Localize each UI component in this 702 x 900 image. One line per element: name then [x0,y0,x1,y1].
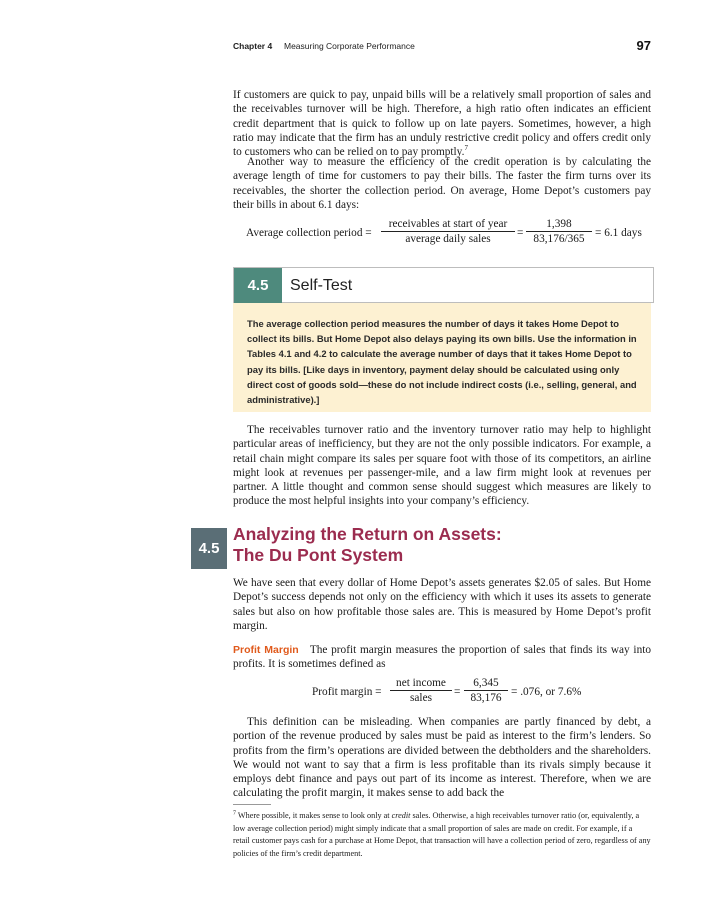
section-title-line: The Du Pont System [233,545,404,565]
self-test-number: 4.5 [247,277,269,294]
self-test-body [233,303,651,412]
footnote-ref: 7 [464,144,468,153]
formula-lhs: Profit margin = [312,686,382,698]
fraction-denominator: 83,176 [470,692,502,704]
footnote-text: sales. Otherwise, a high receivables turnover ratio (or, equivalently, a low average collection period) might simply indicate that a small proportion of sales are made on credit. For example, if a retail customer pays cash for a purchase at Home Depot, that transaction will have a collection period of zero, regardless of any policies of the firm’s credit department. [233,811,651,858]
self-test-text: The average collection period measures the number of days it takes Home Depot to collect its bills. But Home Depot also delays paying its own bills. Use the information in Tables 4.1 and 4.2 to calculate the average number of days that it takes Home Depot to pay its bills. [Like days in inventory, payment delay should be calculated using only direct cost of goods sold—these do not include indirect costs (i.e., selling, general, and administrative).] [247,318,637,406]
paragraph-text: If customers are quick to pay, unpaid bills will be a relatively small proportion of sales and the receivables turnover will be high. Therefore, a high ratio often indicates an efficient credit department that is quick to follow up on late payers. Sometimes, however, a high ratio may indicate that the firm has an unduly restrictive credit policy and offers credit only to customers who can be relied on to pay promptly. [233,89,651,159]
chapter-title: Measuring Corporate Performance [284,41,415,51]
formula-result: = 6.1 days [595,227,642,239]
formula-lhs: Average collection period = [246,227,372,239]
fraction-numerator: 6,345 [464,677,508,691]
footnote-emphasis: credit [391,811,411,820]
section-title [233,524,653,566]
formula-equals: = [454,686,461,698]
formula-fraction-values [526,218,592,245]
self-test-title: Self-Test [290,277,353,294]
section-title-line: Analyzing the Return on Assets: [233,524,502,544]
running-head [233,40,651,56]
formula-fraction-values [464,677,508,704]
formula-fraction-definition [381,218,515,245]
paragraph-efficiency-indicators: The receivables turnover ratio and the inventory turnover ratio may help to highlight particular areas of inefficiency, but they are not the only possible indicators. For example, a retail chain might compare its sales per square foot with those of its competitors, an airline might look at revenues per passenger-mile, and a law firm might look at revenues per partner. A little thought and common sense should suggest which measures are likely to produce the most helpful insights into your company’s efficiency. [233,424,651,508]
footnote-marker: 7 [233,810,236,817]
paragraph-collection-period: Another way to measure the efficiency of the credit operation is by calculating the average length of time for customers to pay their bills. The faster the firm turns over its receivables, the shorter the collection period. On average, Home Depot’s customers pay their bills in about 6.1 days: [233,156,651,211]
footnote-text: Where possible, it makes sense to look only at [237,811,390,820]
footnote [233,810,651,860]
fraction-numerator: receivables at start of year [381,218,515,232]
paragraph-receivables-turnover [233,88,651,159]
formula-result: = .076, or 7.6% [511,686,582,698]
footnote-divider [233,804,271,805]
formula-profit-margin [312,677,612,711]
paragraph-du-pont-intro: We have seen that every dollar of Home Depot’s assets generates $2.05 of sales. But Home Depot’s success depends not only on the efficiency with which it uses its assets to generate sales but also on how profitable those sales are. This is measured by Home Depot’s profit margin. [233,577,651,632]
fraction-denominator: average daily sales [405,233,491,245]
formula-equals: = [517,227,524,239]
self-test-box [233,267,654,412]
page-number: 97 [636,38,651,53]
fraction-numerator: 1,398 [526,218,592,232]
fraction-denominator: sales [410,692,432,704]
chapter-label: Chapter 4 [233,41,273,51]
fraction-denominator: 83,176/365 [533,233,585,245]
formula-average-collection-period [246,218,646,252]
paragraph-misleading-definition: This definition can be misleading. When companies are partly financed by debt, a portion of the revenue produced by sales must be paid as interest to the firm’s lenders. So profits from the firm’s operations are divided between the debtholders and the shareholders. We would not want to say that a firm is less profitable than its rivals simply because it employs debt finance and pays out part of its income as interest. Therefore, when we are calculating the profit margin, it makes sense to add back the [233,716,651,800]
fraction-numerator: net income [390,677,452,691]
self-test-header [233,267,654,303]
paragraph-text: The profit margin measures the proportion of sales that finds its way into profits. It is sometimes defined as [233,644,651,671]
paragraph-profit-margin [233,643,651,672]
run-in-heading: Profit Margin [233,644,299,656]
section-number: 4.5 [198,540,220,557]
formula-fraction-definition [390,677,452,704]
